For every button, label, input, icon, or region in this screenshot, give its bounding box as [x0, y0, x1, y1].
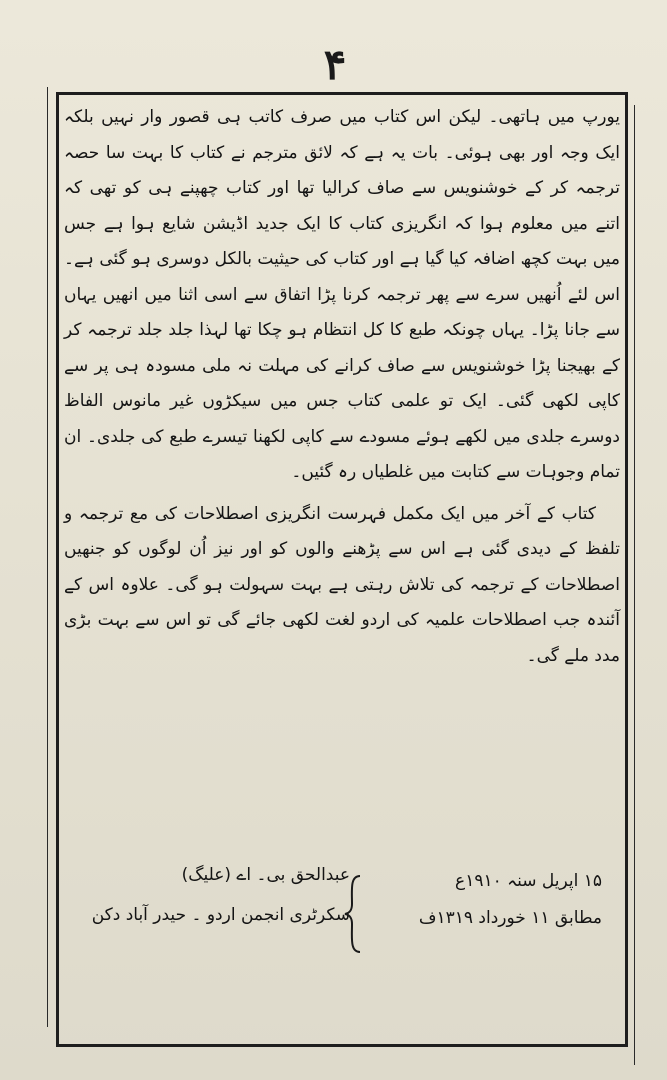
paragraph: کتاب کے آخر میں ایک مکمل فہرست انگریزی اصطلاحات کی مع ترجمہ و تلفظ کے دیدی گئی ہے اس سے پڑھنے والوں کو اور نیز اُن لوگوں کو جنھیں اصطلاحات کے ترجمہ کی تلاش رہتی ہے بہت سہولت ہو گی۔ علاوہ اس کے آئندہ جب اصطلاحات علمیہ کی اردو لغت لکھی جائے گی تو اس سے بہت بڑی مدد ملے گی۔ [64, 503, 620, 666]
body-text [64, 100, 620, 674]
author-name: عبدالحق بی۔ اے (علیگ) [181, 865, 350, 885]
date-gregorian: ۱۵ اپریل سنہ ۱۹۱۰ع [455, 871, 602, 891]
paragraph: یورپ میں ہاتھی۔ لیکن اس کتاب میں صرف کاتب ہی قصور وار نہیں بلکہ ایک وجہ اور بھی ہوئی۔ بات یہ ہے کہ لائق مترجم نے کتاب کا بہت سا حصہ ترجمہ کر کے خوشنویس سے صاف کرالیا تھا اور کتاب چھپنے ہی کو تھی کہ اتنے میں معلوم ہوا کہ انگریزی کتاب کا ایک جدید اڈیشن شایع ہوا ہے جس میں بہت کچھ اضافہ کیا گیا ہے اور کتاب کی حیثیت بالکل دوسری ہو گئی ہے۔ اس لئے اُنھیں سرے سے پھر ترجمہ کرنا پڑا اتفاق سے اسی اثنا میں انھیں یہاں سے جانا پڑا۔ یہاں چونکہ طبع کا کل انتظام ہو چکا تھا لہذا جلد جلد ترجمہ کر کے بھیجنا پڑا خوشنویس سے صاف کرانے کی مہلت نہ ملی مسودہ ہی پر سے کاپی لکھی گئی۔ ایک تو علمی کتاب جس میں سیکڑوں غیر مانوس الفاظ دوسرے جلدی میں لکھے ہوئے مسودے سے کاپی لکھنا تیسرے طبع کی جلدی۔ ان تمام وجوہات سے کتابت میں غلطیاں رہ گئیں۔ [64, 107, 620, 482]
brace-icon [342, 874, 364, 954]
date-fasli: مطابق ۱۱ خورداد ۱۳۱۹ف [418, 908, 602, 928]
author-title: سکرٹری انجمن اردو ۔ حیدر آباد دکن [91, 905, 350, 925]
date-block [342, 860, 612, 960]
signature-block [90, 855, 350, 935]
page-number: ۴ [323, 40, 347, 89]
